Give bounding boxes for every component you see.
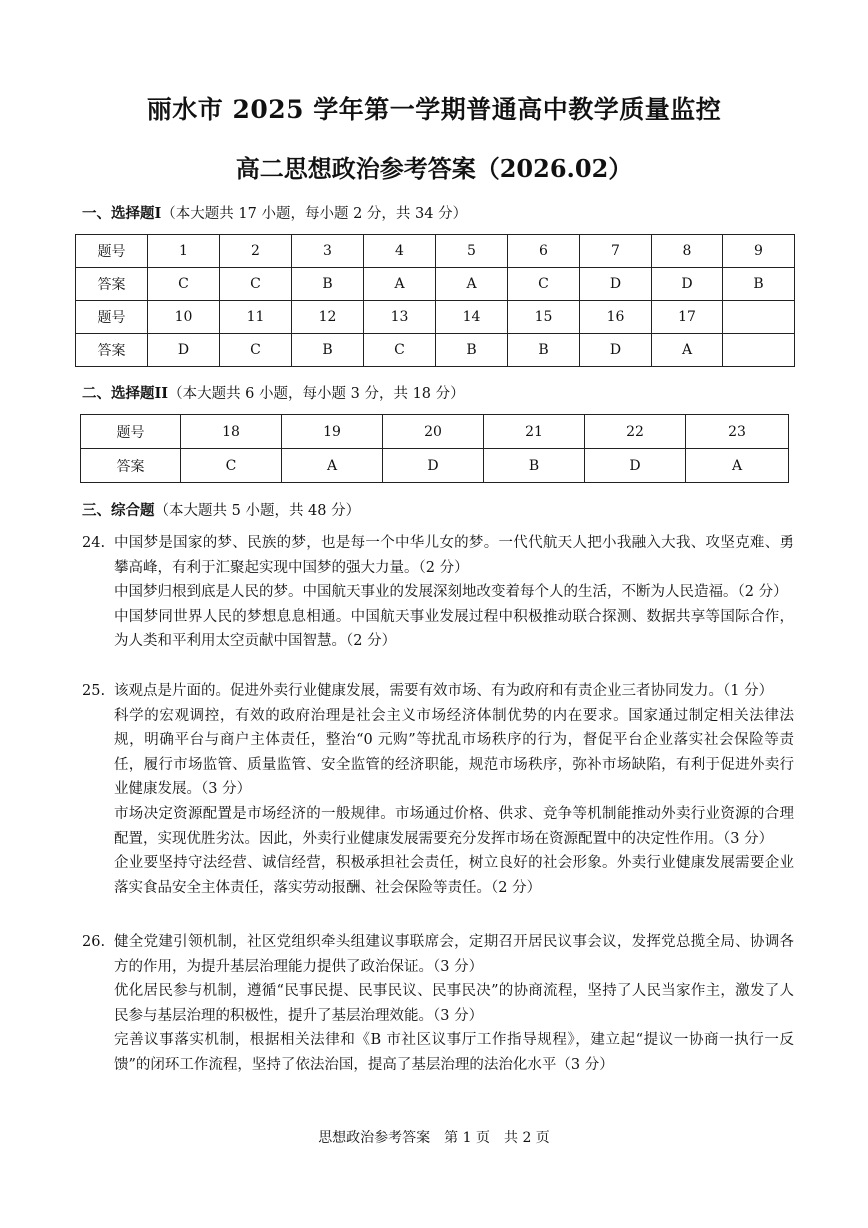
answer-cell: B (723, 268, 795, 301)
answer-cell: 8 (652, 235, 723, 268)
row-header-cell: 题号 (76, 301, 148, 334)
row-header-cell: 题号 (76, 235, 148, 268)
answer-cell: 9 (723, 235, 795, 268)
answer-cell: D (652, 268, 723, 301)
answer-cell: 14 (436, 301, 508, 334)
question-number: 24. (82, 535, 106, 551)
answer-cell: B (436, 334, 508, 367)
answer-cell: 23 (686, 415, 789, 449)
section-1-label: 一、选择题I (82, 205, 162, 222)
answer-cell: 4 (364, 235, 436, 268)
row-header-cell: 答案 (81, 449, 181, 483)
answer-row (76, 334, 795, 367)
row-header-cell: 答案 (76, 334, 148, 367)
answer-cell: D (580, 334, 652, 367)
answer-cell: C (181, 449, 282, 483)
answer-cell (723, 334, 795, 367)
answer-paragraph: 科学的宏观调控，有效的政府治理是社会主义市场经济体制优势的内在要求。国家通过制定相关法律法规，明确平台与商户主体责任，整治“0 元购”等扰乱市场秩序的行为，督促平台企业落实社会保险等责任，履行市场监管、质量监管、安全监管的经济职能，规范市场秩序，弥补市场缺陷，有利于促进外卖行业健康发展。（3 分） (114, 707, 794, 798)
answer-cell: 17 (652, 301, 723, 334)
row-header-cell: 答案 (76, 268, 148, 301)
answer-paragraph: 完善议事落实机制，根据相关法律和《B 市社区议事厅工作指导规程》，建立起“提议一协商一执行一反馈”的闭环工作流程，坚持了依法治国，提高了基层治理的法治化水平（3 分） (114, 1032, 794, 1073)
answer-paragraph: 中国梦归根到底是人民的梦。中国航天事业的发展深刻地改变着每个人的生活，不断为人民造福。（2 分） (114, 584, 788, 601)
answer-paragraph: 中国梦是国家的梦、民族的梦，也是每一个中华儿女的梦。一代代航天人把小我融入大我、攻坚克难、勇攀高峰，有利于汇聚起实现中国梦的强大力量。（2 分） (114, 535, 794, 576)
answer-cell: D (580, 268, 652, 301)
answer-cell: C (364, 334, 436, 367)
answer-cell: 5 (436, 235, 508, 268)
answer-cell: B (292, 268, 364, 301)
answer-cell: D (148, 334, 220, 367)
section-3-label: 三、综合题 (82, 502, 155, 519)
answer-cell: D (585, 449, 686, 483)
answer-row (81, 415, 789, 449)
question-25 (82, 679, 794, 900)
page-title: 丽水市 2025 学年第一学期普通高中教学质量监控 (146, 95, 722, 124)
answer-cell: A (686, 449, 789, 483)
answer-cell: A (282, 449, 383, 483)
answer-cell: C (148, 268, 220, 301)
answer-cell: B (508, 334, 580, 367)
answer-cell: 21 (484, 415, 585, 449)
row-header-cell: 题号 (81, 415, 181, 449)
section-3-heading (82, 499, 360, 520)
answer-table-2 (80, 414, 789, 483)
answer-cell: 1 (148, 235, 220, 268)
answer-cell: 6 (508, 235, 580, 268)
section-2-note: （本大题共 6 小题，每小题 3 分，共 18 分） (168, 386, 465, 402)
answer-row (81, 449, 789, 483)
answer-cell: 15 (508, 301, 580, 334)
answer-cell: 3 (292, 235, 364, 268)
answer-cell: 20 (383, 415, 484, 449)
answer-cell: C (220, 268, 292, 301)
answer-cell: A (364, 268, 436, 301)
answer-cell: 22 (585, 415, 686, 449)
answer-cell (723, 301, 795, 334)
answer-paragraph: 中国梦同世界人民的梦想息息相通。中国航天事业发展过程中积极推动联合探测、数据共享等国际合作，为人类和平利用太空贡献中国智慧。（2 分） (114, 608, 794, 650)
answer-row (76, 235, 795, 268)
section-1-note: （本大题共 17 小题，每小题 2 分，共 34 分） (161, 206, 468, 222)
question-24 (82, 531, 794, 654)
answer-cell: 7 (580, 235, 652, 268)
section-2-heading (82, 382, 465, 403)
answer-cell: A (436, 268, 508, 301)
question-number: 26. (82, 934, 106, 950)
answer-row (76, 268, 795, 301)
answer-paragraph: 该观点是片面的。促进外卖行业健康发展，需要有效市场、有为政府和有责企业三者协同发力。（1 分） (114, 683, 774, 699)
question-26 (82, 930, 794, 1078)
answer-cell: 18 (181, 415, 282, 449)
answer-cell: 2 (220, 235, 292, 268)
answer-cell: C (508, 268, 580, 301)
answer-cell: 13 (364, 301, 436, 334)
answer-cell: B (484, 449, 585, 483)
answer-cell: 11 (220, 301, 292, 334)
section-2-label: 二、选择题II (82, 385, 169, 402)
answer-paragraph: 优化居民参与机制，遵循“民事民提、民事民议、民事民决”的协商流程，坚持了人民当家作主，激发了人民参与基层治理的积极性，提升了基层治理效能。（3 分） (114, 983, 794, 1024)
answer-cell: 16 (580, 301, 652, 334)
answer-paragraph: 市场决定资源配置是市场经济的一般规律。市场通过价格、供求、竞争等机制能推动外卖行业资源的合理配置，实现优胜劣汰。因此，外卖行业健康发展需要充分发挥市场在资源配置中的决定性作用。（3 分） (114, 805, 794, 847)
section-3-note: （本大题共 5 小题，共 48 分） (154, 503, 361, 519)
answer-cell: D (383, 449, 484, 483)
answer-paragraph: 企业要坚持守法经营、诚信经营，积极承担社会责任，树立良好的社会形象。外卖行业健康发展需要企业落实食品安全主体责任，落实劳动报酬、社会保险等责任。（2 分） (114, 855, 794, 896)
answer-cell: 19 (282, 415, 383, 449)
section-1-heading (82, 202, 467, 223)
answer-cell: A (652, 334, 723, 367)
question-number: 25. (82, 683, 106, 699)
answer-cell: 10 (148, 301, 220, 334)
answer-cell: 12 (292, 301, 364, 334)
answer-cell: C (220, 334, 292, 367)
answer-paragraph: 健全党建引领机制，社区党组织牵头组建议事联席会，定期召开居民议事会议，发挥党总揽全局、协调各方的作用，为提升基层治理能力提供了政治保证。（3 分） (114, 934, 794, 975)
answer-cell: B (292, 334, 364, 367)
answer-row (76, 301, 795, 334)
page-subtitle: 高二思想政治参考答案（2026.02） (235, 154, 633, 183)
answer-table-1 (75, 234, 795, 367)
page-footer: 思想政治参考答案 第 1 页 共 2 页 (318, 1130, 550, 1146)
